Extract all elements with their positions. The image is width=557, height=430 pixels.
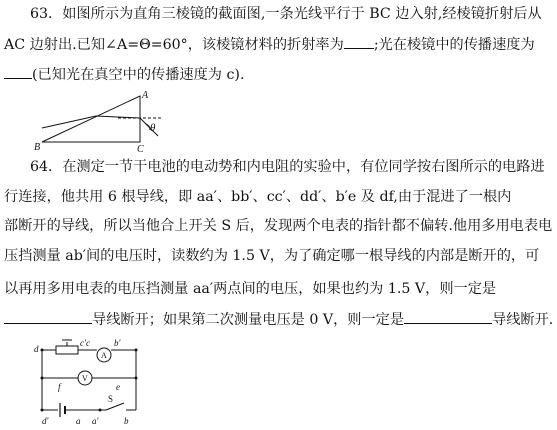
ammeter-label: A: [101, 351, 107, 360]
q63-line1: 63．如图所示为直角三棱镜的截面图,一条光线平行于 BC 边入射,经棱镜折射后从: [30, 6, 542, 22]
q64-line2: 行连接，他共用 6 根导线，即 aa′、bb′、cc′、dd′、b′e 及 df,由于混进了一根内: [4, 189, 512, 205]
rheostat: [56, 346, 78, 354]
emergent-ray: [140, 118, 158, 136]
incident-ray: [42, 116, 96, 128]
q63-line3: [4, 64, 244, 85]
circuit-label-d: d: [34, 344, 39, 354]
voltmeter-circle: [78, 371, 92, 385]
prism-label-A: A: [142, 90, 149, 101]
circuit-label-b-prime: b′: [114, 338, 121, 348]
answer-blank-light-speed[interactable]: [4, 64, 32, 79]
circuit-label-b: b: [124, 416, 129, 426]
prism-label-B: B: [34, 142, 41, 153]
q64-line5: 以再用多用电表的电压挡测量 aa′两点间的电压，如果也约为 1.5 V，则一定是: [4, 281, 497, 297]
q64-line6-part1: 导线断开；如果第二次测量电压是 0 V，则一定是: [92, 312, 405, 328]
answer-blank-wire-1[interactable]: [4, 309, 92, 324]
prism-outline: [42, 96, 140, 142]
q63-line3-text: (已知光在真空中的传播速度为 c).: [32, 67, 245, 83]
circuit-label-a: a: [76, 416, 81, 426]
q63-line2: [4, 34, 535, 55]
circuit-label-cc: c′c: [80, 338, 90, 348]
circuit-label-e: e: [116, 382, 120, 392]
q64-line6-part2: 导线断开.: [492, 312, 554, 328]
q64-line1: 64．在测定一节干电池的电动势和内电阻的实验中，有位同学按右图所示的电路进: [30, 159, 545, 175]
refracted-ray: [96, 116, 140, 118]
q64-line6: [4, 309, 553, 330]
q64-line3: 部断开的导线，所以当他合上开关 S 后，发现两个电表的指针都不偏转.他用多用电表电: [4, 218, 553, 234]
ammeter-circle: [97, 348, 111, 362]
answer-blank-wire-2[interactable]: [404, 309, 492, 324]
circuit-label-a-prime: a′: [92, 416, 99, 426]
switch-label-S: S: [108, 394, 114, 404]
switch-blade: [106, 403, 124, 410]
rheostat-slider: [62, 340, 72, 346]
q63-line2-part1: AC 边射出.已知∠A=Θ=60°，该棱镜材料的折射率为: [4, 37, 344, 53]
answer-blank-refractive-index[interactable]: [344, 34, 374, 49]
theta-arc: [146, 124, 150, 130]
circuit-label-d-prime: d′: [42, 416, 49, 426]
voltmeter-label: V: [82, 374, 88, 383]
q64-line4: 压挡测量 ab′间的电压时，读数约为 1.5 V，为了确定哪一根导线的内部是断开的，可: [4, 248, 540, 264]
q63-line2-part2: ;光在棱镜中的传播速度为: [373, 37, 535, 53]
prism-label-theta: θ: [150, 122, 156, 134]
circuit-label-f: f: [58, 382, 61, 392]
prism-label-C: C: [137, 144, 144, 155]
